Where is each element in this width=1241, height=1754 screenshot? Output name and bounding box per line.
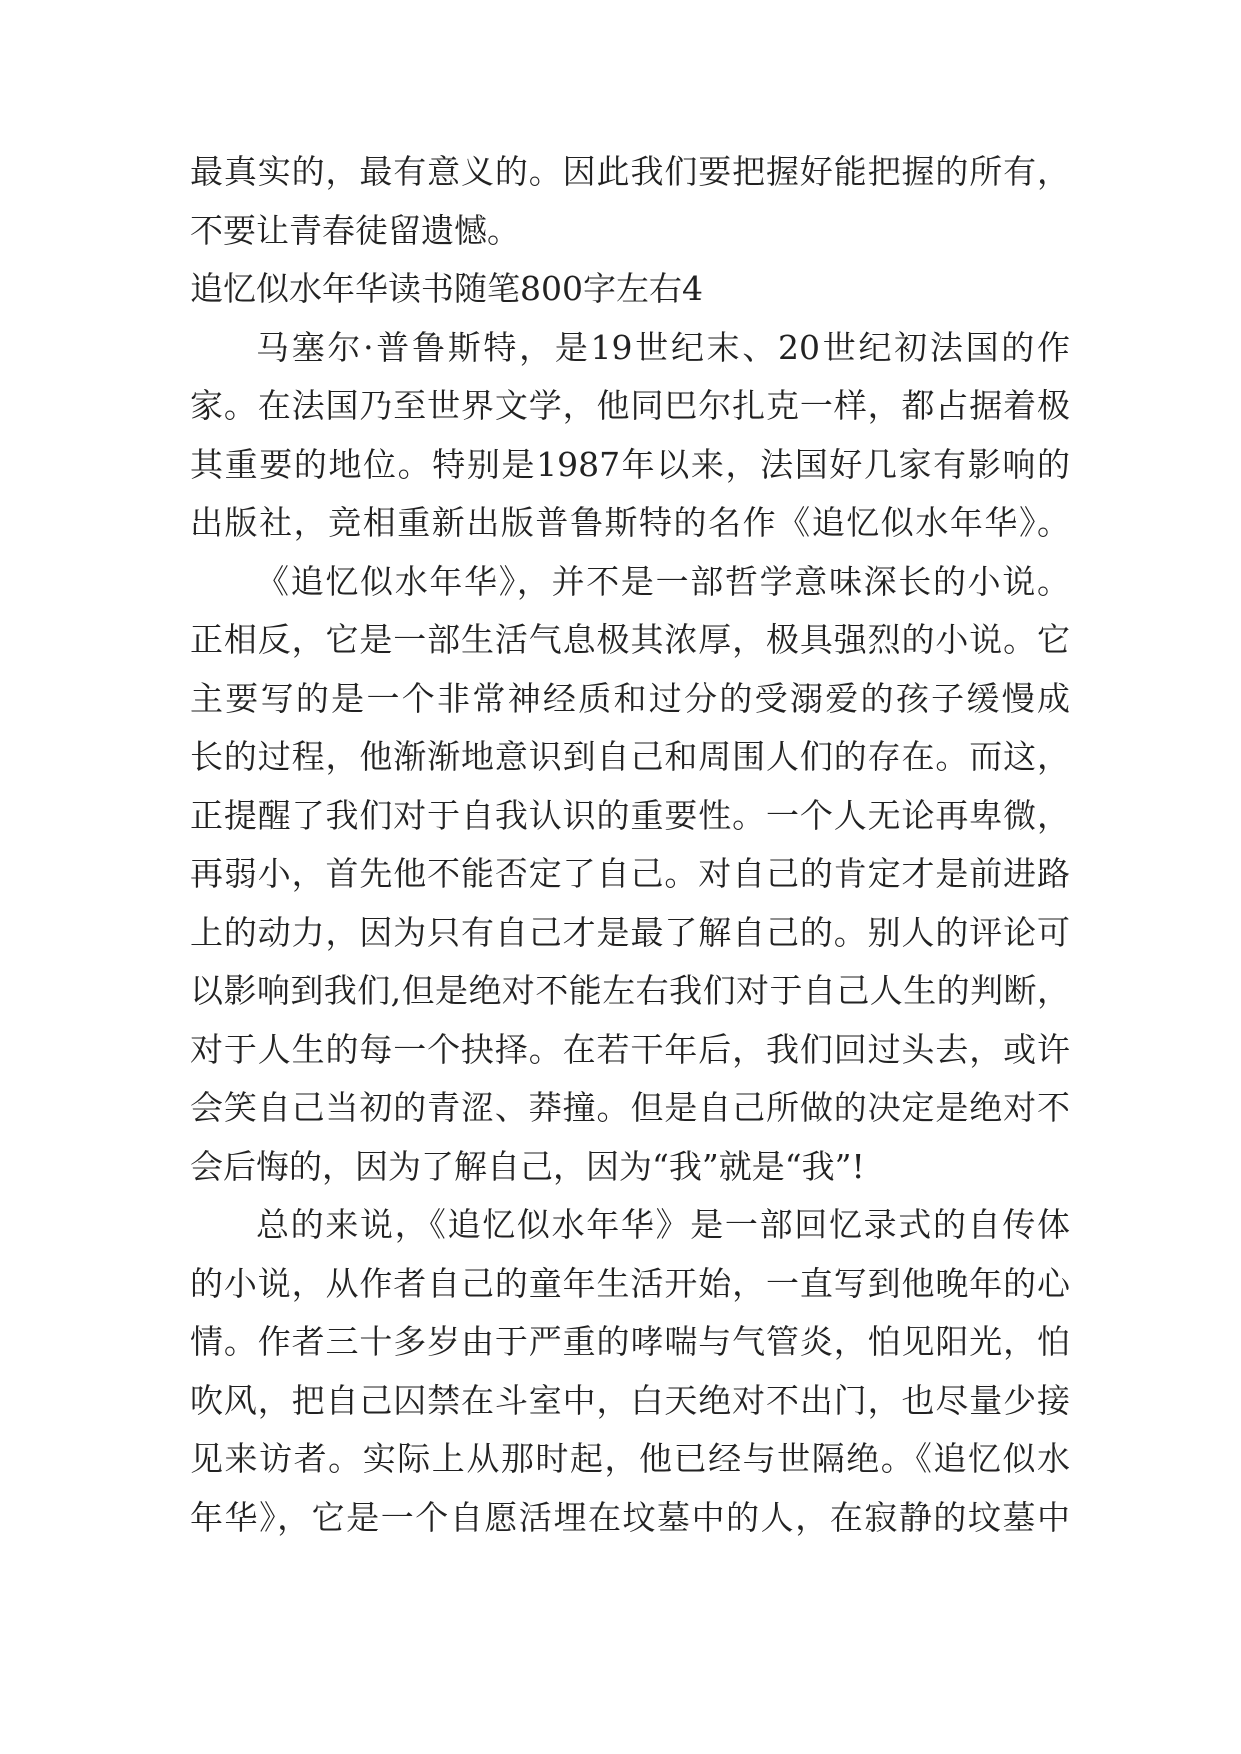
text-line: 见来访者。实际上从那时起，他已经与世隔绝。《追忆似水 [190,1439,1070,1478]
section-heading: 追忆似水年华读书随笔800字左右4 [190,269,703,308]
paragraph-first-line: 马塞尔·普鲁斯特，是19世纪末、20世纪初法国的作 [256,327,1070,367]
text-line: 的小说，从作者自己的童年生活开始，一直写到他晚年的心 [190,1263,1070,1303]
text-line: 主要写的是一个非常神经质和过分的受溺爱的孩子缓慢成 [190,678,1070,718]
text-line: 其重要的地位。特别是1987年以来，法国好几家有影响的 [190,444,1070,484]
text-line: 正提醒了我们对于自我认识的重要性。一个人无论再卑微， [190,795,1070,835]
text-line: 对于人生的每一个抉择。在若干年后，我们回过头去，或许 [190,1029,1070,1069]
text-line: 出版社，竞相重新出版普鲁斯特的名作《追忆似水年华》。 [190,503,1070,542]
document-body [190,143,1070,1547]
paragraph-first-line: 《追忆似水年华》，并不是一部哲学意味深长的小说。 [256,561,1070,601]
paragraph-first-line: 总的来说，《追忆似水年华》是一部回忆录式的自传体 [256,1205,1070,1244]
text-line: 会笑自己当初的青涩、莽撞。但是自己所做的决定是绝对不 [190,1088,1070,1127]
text-line: 正相反，它是一部生活气息极其浓厚，极具强烈的小说。它 [190,620,1070,659]
text-line: 长的过程，他渐渐地意识到自己和周围人们的存在。而这， [190,737,1070,776]
text-line: 上的动力，因为只有自己才是最了解自己的。别人的评论可 [190,912,1070,952]
text-line: 情。作者三十多岁由于严重的哮喘与气管炎，怕见阳光，怕 [190,1322,1070,1361]
text-line: 年华》，它是一个自愿活埋在坟墓中的人，在寂静的坟墓中 [190,1497,1070,1537]
text-line: 再弱小，首先他不能否定了自己。对自己的肯定才是前进路 [190,854,1070,893]
text-line: 以影响到我们,但是绝对不能左右我们对于自己人生的判断， [190,971,1070,1010]
text-line: 不要让青春徒留遗憾。 [190,210,520,250]
text-line: 吹风，把自己囚禁在斗室中，白天绝对不出门，也尽量少接 [190,1380,1070,1420]
text-line: 会后悔的，因为了解自己，因为“我”就是“我”! [190,1146,865,1186]
text-line: 最真实的，最有意义的。因此我们要把握好能把握的所有， [190,152,1070,191]
text-line: 家。在法国乃至世界文学，他同巴尔扎克一样，都占据着极 [190,386,1070,425]
